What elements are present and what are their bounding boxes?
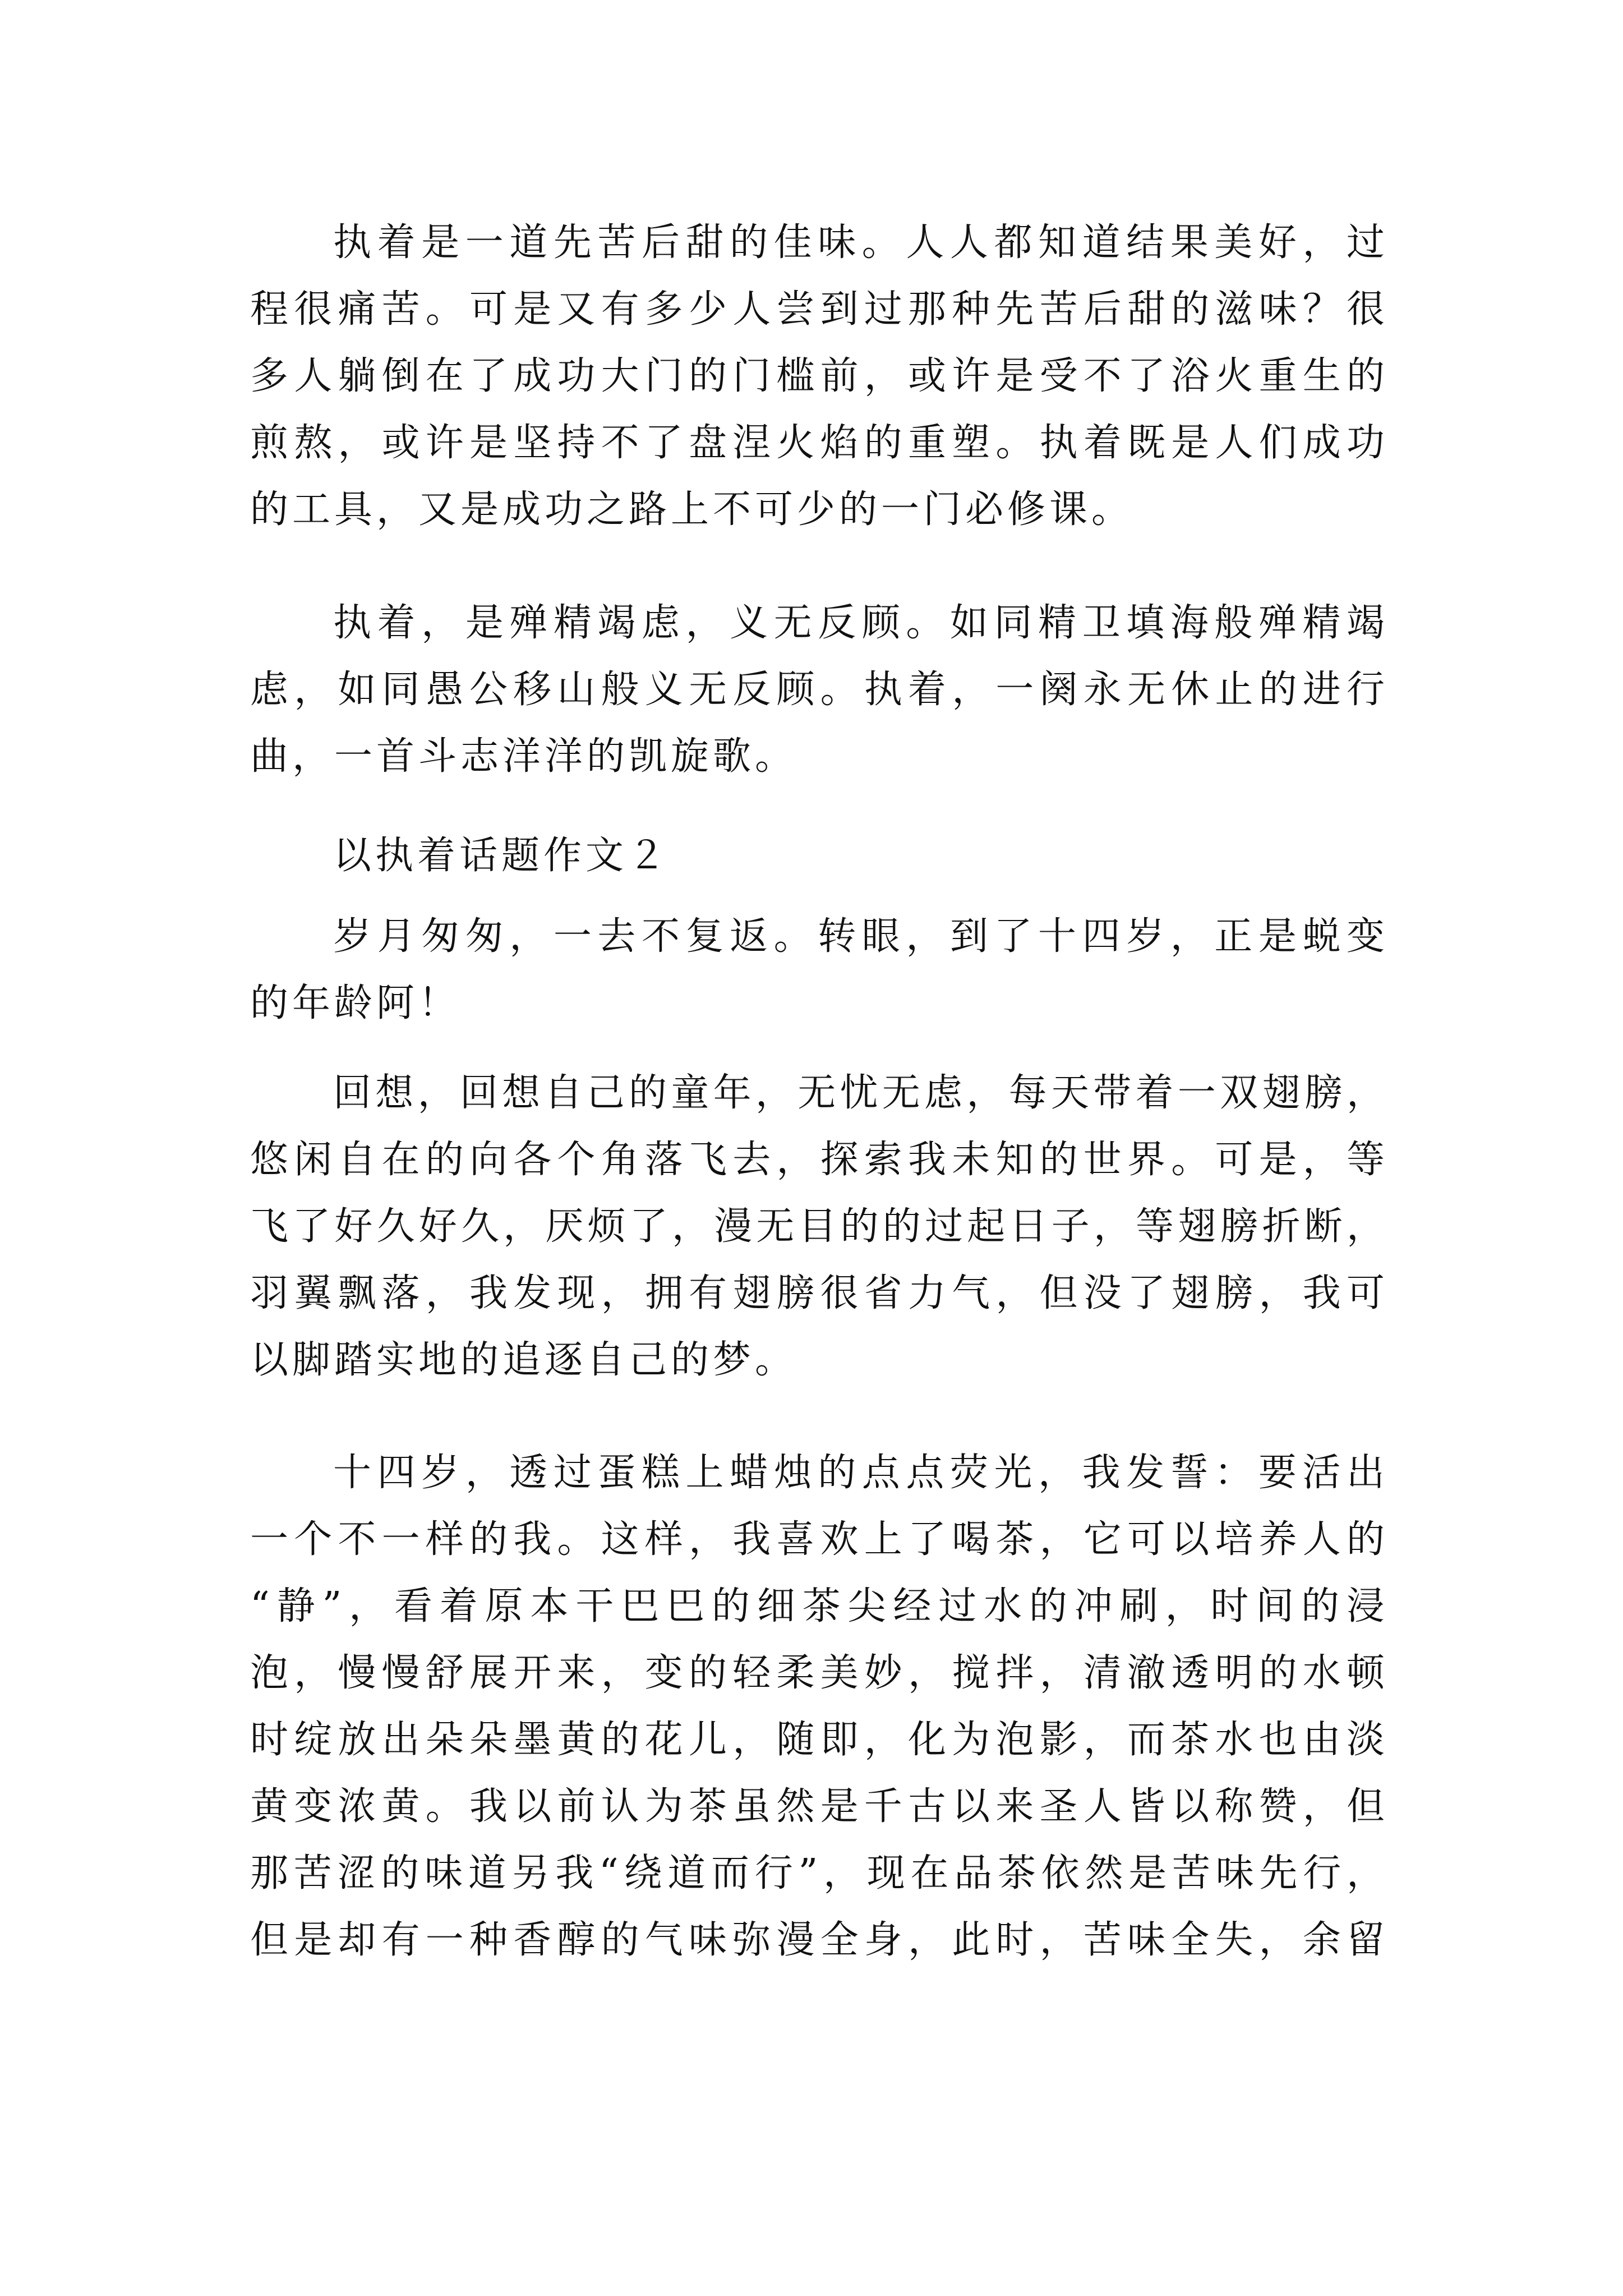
paragraph-1-line-1: 执着是一道先苦后甜的佳味。人人都知道结果美好，过 (333, 220, 1389, 265)
paragraph-5-line-5: 时绽放出朵朵墨黄的花儿，随即，化为泡影，而茶水也由淡 (250, 1718, 1389, 1762)
paragraph-5-line-2: 一个不一样的我。这样，我喜欢上了喝茶，它可以培养人的 (250, 1517, 1389, 1562)
paragraph-2-line-1: 执着，是殚精竭虑，义无反顾。如同精卫填海般殚精竭 (333, 601, 1389, 645)
paragraph-5-line-8: 但是却有一种香醇的气味弥漫全身，此时，苦味全失，余留 (250, 1918, 1389, 1962)
paragraph-4-line-2: 悠闲自在的向各个角落飞去，探索我未知的世界。可是，等 (250, 1138, 1389, 1182)
paragraph-1-line-5: 的工具，又是成功之路上不可少的一门必修课。 (250, 487, 1134, 532)
paragraph-5-line-6: 黄变浓黄。我以前认为茶虽然是千古以来圣人皆以称赞，但 (250, 1784, 1389, 1829)
paragraph-2-line-3: 曲，一首斗志洋洋的凯旋歌。 (250, 734, 797, 779)
paragraph-5-line-4: 泡，慢慢舒展开来，变的轻柔美妙，搅拌，清澈透明的水顿 (250, 1651, 1389, 1695)
paragraph-4-line-5: 以脚踏实地的追逐自己的梦。 (250, 1338, 797, 1382)
paragraph-4-line-4: 羽翼飘落，我发现，拥有翅膀很省力气，但没了翅膀，我可 (250, 1271, 1389, 1315)
section-heading: 以执着话题作文２ (333, 834, 670, 878)
paragraph-4-line-3: 飞了好久好久，厌烦了，漫无目的的过起日子，等翅膀折断， (250, 1204, 1389, 1249)
paragraph-1-line-2: 程很痛苦。可是又有多少人尝到过那种先苦后甜的滋味？很 (250, 287, 1389, 332)
paragraph-1-line-3: 多人躺倒在了成功大门的门槛前，或许是受不了浴火重生的 (250, 354, 1389, 398)
paragraph-3-line-2: 的年龄阿！ (250, 981, 461, 1025)
paragraph-2-line-2: 虑，如同愚公移山般义无反顾。执着，一阕永无休止的进行 (250, 668, 1389, 712)
paragraph-5-line-1: 十四岁，透过蛋糕上蜡烛的点点荧光，我发誓：要活出 (333, 1451, 1389, 1495)
paragraph-4-line-1: 回想，回想自己的童年，无忧无虑，每天带着一双翅膀， (333, 1071, 1389, 1115)
paragraph-3-line-1: 岁月匆匆，一去不复返。转眼，到了十四岁，正是蜕变 (333, 914, 1389, 959)
paragraph-5-line-3: “静”，看着原本干巴巴的细茶尖经过水的冲刷，时间的浸 (250, 1584, 1389, 1628)
paragraph-5-line-7: 那苦涩的味道另我“绕道而行”，现在品茶依然是苦味先行， (250, 1851, 1389, 1895)
paragraph-1-line-4: 煎熬，或许是坚持不了盘涅火焰的重塑。执着既是人们成功 (250, 421, 1389, 465)
